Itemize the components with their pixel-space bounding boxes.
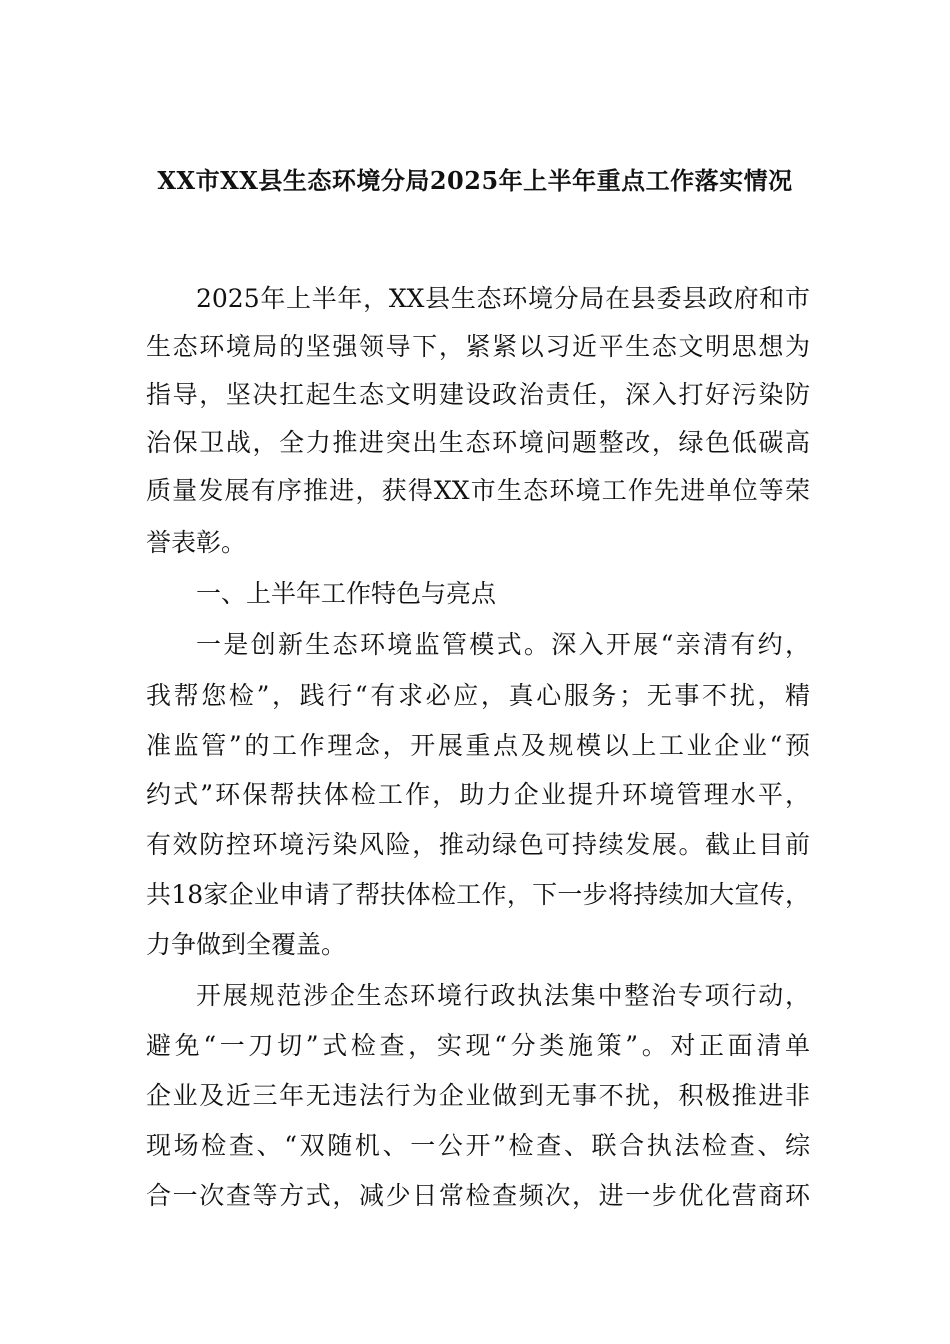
paragraph-enforcement-line-2: 避免“一刀切”式检查，实现“分类施策”。对正面清单 (146, 1031, 810, 1060)
paragraph-intro-line-3: 指导，坚决扛起生态文明建设政治责任，深入打好污染防 (146, 380, 810, 409)
section-heading-1: 一、上半年工作特色与亮点 (196, 579, 497, 608)
paragraph-supervision-line-4: 约式”环保帮扶体检工作，助力企业提升环境管理水平， (146, 780, 810, 809)
paragraph-supervision-line-7: 力争做到全覆盖。 (146, 930, 347, 959)
paragraph-supervision-line-5: 有效防控环境污染风险，推动绿色可持续发展。截止目前 (146, 830, 810, 859)
paragraph-enforcement-line-3: 企业及近三年无违法行为企业做到无事不扰，积极推进非 (146, 1081, 810, 1110)
document-title: XX市XX县生态环境分局2025年上半年重点工作落实情况 (157, 166, 793, 195)
paragraph-supervision-line-1: 一是创新生态环境监管模式。深入开展“亲清有约， (196, 630, 810, 659)
paragraph-intro-line-6: 誉表彰。 (146, 528, 247, 557)
paragraph-intro-line-5: 质量发展有序推进，获得XX市生态环境工作先进单位等荣 (146, 476, 810, 505)
paragraph-intro-line-2: 生态环境局的坚强领导下，紧紧以习近平生态文明思想为 (146, 332, 810, 361)
paragraph-enforcement-line-1: 开展规范涉企生态环境行政执法集中整治专项行动， (196, 981, 810, 1010)
paragraph-enforcement-line-5: 合一次查等方式，减少日常检查频次，进一步优化营商环 (146, 1181, 810, 1210)
paragraph-enforcement-line-4: 现场检查、“双随机、一公开”检查、联合执法检查、综 (146, 1131, 810, 1160)
paragraph-intro-line-4: 治保卫战，全力推进突出生态环境问题整改，绿色低碳高 (146, 428, 810, 457)
paragraph-intro-line-1: 2025年上半年，XX县生态环境分局在县委县政府和市 (196, 284, 810, 313)
paragraph-supervision-line-3: 准监管”的工作理念，开展重点及规模以上工业企业“预 (146, 731, 810, 760)
paragraph-supervision-line-6: 共18家企业申请了帮扶体检工作，下一步将持续加大宣传， (146, 880, 810, 909)
paragraph-supervision-line-2: 我帮您检”，践行“有求必应，真心服务；无事不扰，精 (146, 681, 810, 710)
